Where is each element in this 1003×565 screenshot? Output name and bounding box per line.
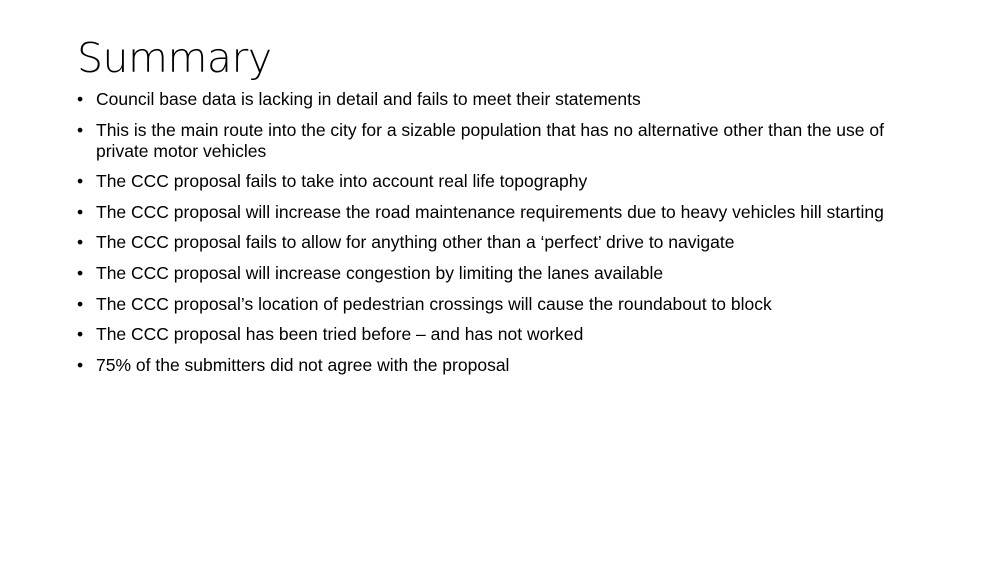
- bullet-icon: •: [77, 89, 84, 109]
- bullet-text: The CCC proposal fails to take into account real life topography: [96, 171, 588, 192]
- bullet-item: [77, 232, 937, 253]
- bullet-icon: •: [77, 171, 84, 192]
- bullet-text: This is the main route into the city for a sizable population that has no alternative other than the use of private motor vehicles: [96, 119, 884, 161]
- bullet-item: [77, 355, 937, 376]
- bullet-text: The CCC proposal fails to allow for anything other than a ‘perfect’ drive to navigate: [96, 232, 735, 253]
- bullet-text: The CCC proposal has been tried before – and has not worked: [96, 324, 584, 345]
- bullet-text: Council base data is lacking in detail and fails to meet their statements: [96, 89, 641, 109]
- bullet-icon: •: [77, 201, 84, 222]
- slide-title: Summary: [77, 34, 272, 82]
- bullet-item: [77, 120, 937, 162]
- bullet-item: [77, 294, 937, 315]
- bullet-icon: •: [77, 354, 84, 375]
- bullet-icon: •: [77, 119, 84, 140]
- bullet-text: The CCC proposal will increase congestion by limiting the lanes available: [96, 262, 664, 283]
- bullet-item: [77, 202, 937, 223]
- bullet-text: The CCC proposal will increase the road maintenance requirements due to heavy vehicles hill starting: [96, 201, 884, 222]
- bullet-icon: •: [77, 324, 84, 345]
- bullet-item: [77, 89, 937, 110]
- bullet-item: [77, 171, 937, 192]
- bullet-item: [77, 263, 937, 284]
- bullet-icon: •: [77, 262, 84, 283]
- bullet-icon: •: [77, 293, 84, 314]
- bullet-item: [77, 324, 937, 345]
- bullet-text: The CCC proposal’s location of pedestrian crossings will cause the roundabout to block: [96, 293, 772, 314]
- bullet-icon: •: [77, 232, 84, 253]
- bullet-list: [77, 89, 937, 385]
- bullet-text: 75% of the submitters did not agree with the proposal: [96, 354, 510, 375]
